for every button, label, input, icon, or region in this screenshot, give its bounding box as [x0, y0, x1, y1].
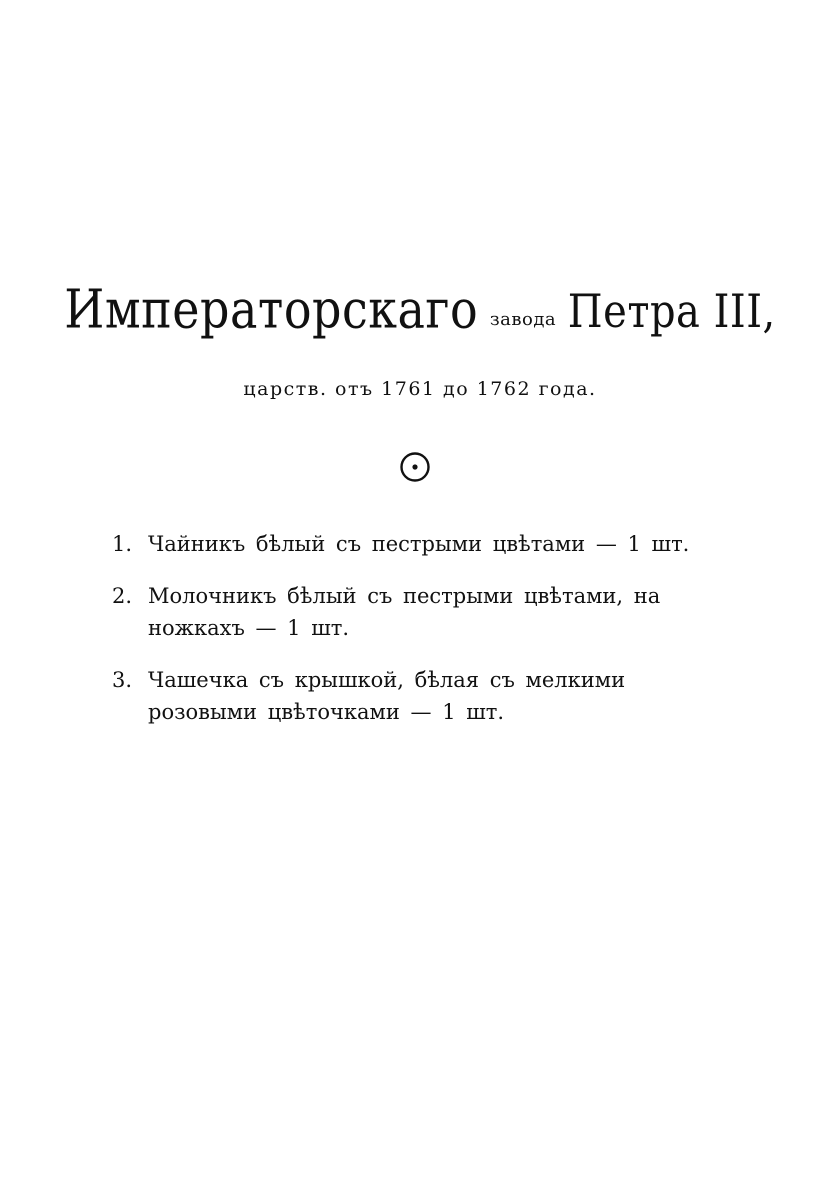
title-word-imperial: Императорскаго: [64, 277, 479, 341]
item-text: Чайникъ бѣлый съ пестрыми цвѣтами — 1 шт.: [148, 532, 690, 556]
item-list: [112, 528, 732, 748]
page-title: [0, 277, 840, 341]
item-text: Молочникъ бѣлый съ пестрыми цвѣтами, на ножкахъ — 1 шт.: [148, 584, 661, 640]
item-text: Чашечка съ крышкой, бѣлая съ мелкими розовыми цвѣточками — 1 шт.: [148, 668, 626, 724]
list-item: [112, 580, 732, 644]
list-item: [112, 528, 732, 560]
item-number: 1.: [112, 532, 133, 556]
item-number: 2.: [112, 584, 133, 608]
title-word-peter: Петра III,: [567, 285, 776, 339]
item-number: 3.: [112, 668, 133, 692]
list-item: [112, 664, 732, 728]
title-word-factory: завода: [489, 309, 557, 330]
reign-subtitle: царств. отъ 1761 до 1762 года.: [243, 378, 597, 400]
circle-dot-icon: [399, 451, 431, 483]
